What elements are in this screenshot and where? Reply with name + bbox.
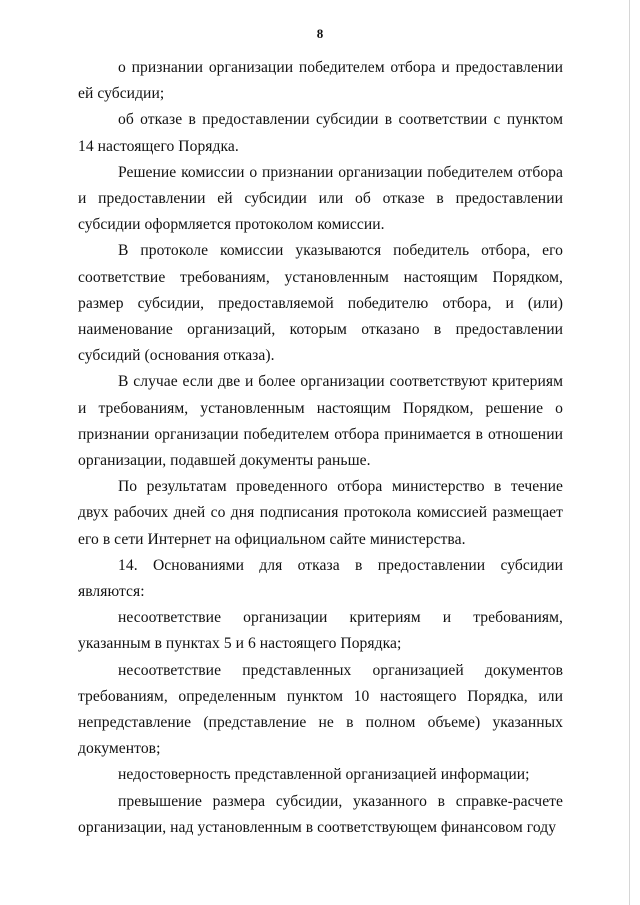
paragraph: недостоверность представленной организацией информации; — [118, 766, 530, 784]
document-body — [78, 55, 563, 841]
paragraph: несоответствие организации критериям и требованиям, указанным в пунктах 5 и 6 настоящего Порядка; — [78, 609, 563, 653]
paragraph: превышение размера субсидии, указанного в справке-расчете организации, над установленным в соответствующем финансовом году — [78, 792, 563, 836]
paragraph: 14. Основаниями для отказа в предоставлении субсидии являются: — [78, 556, 563, 601]
paragraph: В случае если две и более организации соответствуют критериям и требованиям, установленным настоящим Порядком, решение о признании организации победителем отбора принимается в отношении организации, подавшей документы раньше. — [78, 373, 563, 470]
paragraph: Решение комиссии о признании организации победителем отбора и предоставлении ей субсидии или об отказе в предоставлении субсидии оформляется протоколом комиссии. — [78, 163, 563, 234]
page-edge — [629, 0, 630, 905]
paragraph: несоответствие представленных организацией документов требованиям, определенным пунктом 10 настоящего Порядка, или непредставление (представление не в полном объеме) указанных документов; — [78, 661, 563, 758]
paragraph: В протоколе комиссии указываются победитель отбора, его соответствие требованиям, установленным настоящим Порядком, размер субсидии, предоставляемой победителю отбора, и (или) наименование организаций, которым отказано в предоставлении субсидий (основания отказа). — [78, 242, 563, 365]
page-number: 8 — [316, 26, 324, 41]
paragraph: об отказе в предоставлении субсидии в соответствии с пунктом 14 настоящего Порядка. — [78, 111, 563, 155]
paragraph: По результатам проведенного отбора министерство в течение двух рабочих дней со дня подписания протокола комиссией размещает его в сети Интернет на официальном сайте министерства. — [78, 478, 563, 548]
paragraph: о признании организации победителем отбора и предоставлении ей субсидии; — [78, 59, 563, 103]
